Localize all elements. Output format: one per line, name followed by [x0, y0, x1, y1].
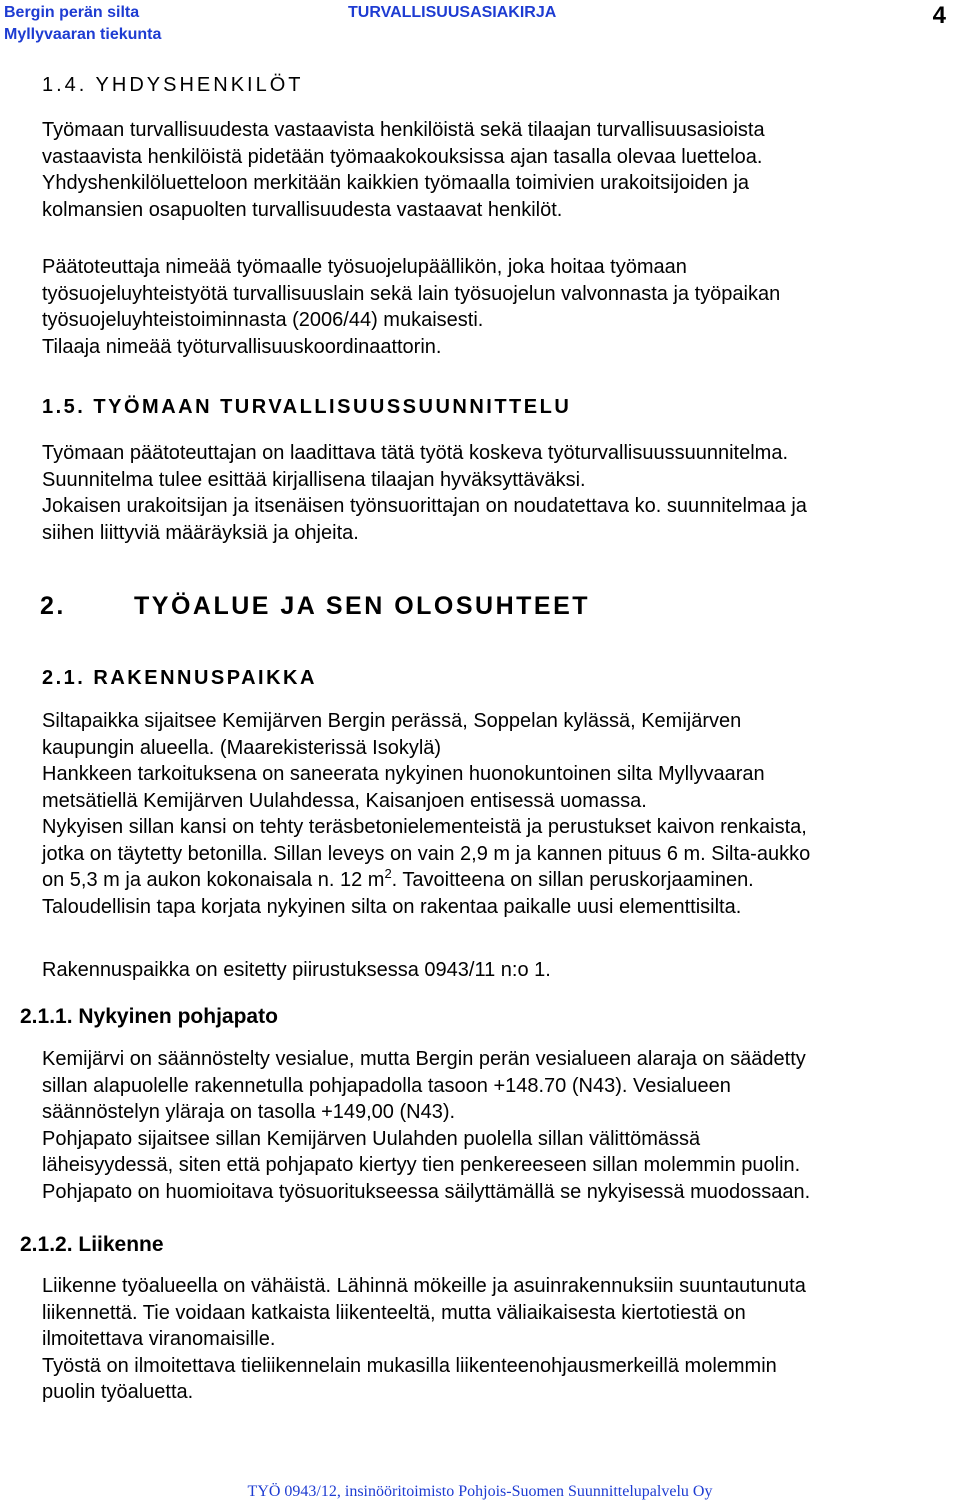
text-line: Tilaaja nimeää työturvallisuuskoordinaattorin. — [42, 335, 442, 358]
text-line: Nykyisen sillan kansi on tehty teräsbetonielementeistä ja perustukset kaivon renkaista, — [42, 816, 807, 838]
text-line: läheisyydessä, siten että pohjapato kiertyy tien penkereeseen sillan molemmin puolin. — [42, 1154, 801, 1176]
text-line: siihen liittyviä määräyksiä ja ohjeita. — [42, 521, 359, 544]
text-line: ilmoitettava viranomaisille. — [42, 1328, 276, 1350]
text-line: sillan alapuolelle rakennetulla pohjapadolla tasoon +148.70 (N43). Vesialueen — [42, 1074, 731, 1097]
chapter-number: 2. — [40, 592, 66, 620]
text-line: Kemijärvi on säännöstelty vesialue, mutta Bergin perän vesialueen alaraja on säädetty — [42, 1048, 806, 1070]
text-line: työsuojeluyhteistyötä turvallisuuslain sekä lain työsuojelun valvonnasta ja työpaikan — [42, 282, 781, 305]
drawing-reference: Rakennuspaikka on esitetty piirustuksessa 0943/11 n:o 1. — [42, 959, 551, 981]
text-line: puolin työaluetta. — [42, 1381, 194, 1403]
header-client-name: Myllyvaaran tiekunta — [4, 26, 162, 43]
chapter-heading-2 — [40, 591, 590, 621]
text-line: Yhdyshenkilöluetteloon merkitään kaikkien työmaalla toimivien urakoitsijoiden ja — [42, 172, 750, 194]
text-line: liikennettä. Tie voidaan katkaista liikenteeltä, mutta väliaikaisesta kiertotiestä on — [42, 1301, 746, 1324]
section-heading-2-1: 2.1. RAKENNUSPAIKKA — [42, 667, 317, 689]
text-line: Suunnitelma tulee esittää kirjallisena tilaajan hyväksyttäväksi. — [42, 468, 586, 491]
text-line: Taloudellisin tapa korjata nykyinen silta on rakentaa paikalle uusi elementtisilta. — [42, 895, 742, 918]
chapter-title: TYÖALUE JA SEN OLOSUHTEET — [134, 592, 591, 620]
text-line: Työmaan päätoteuttajan on laadittava tätä työtä koskeva työturvallisuussuunnitelma. — [42, 442, 789, 464]
text-line: jotka on täytetty betonilla. Sillan leveys on vain 2,9 m ja kannen pituus 6 m. Silta-aukko — [42, 842, 811, 865]
section-2-1-paragraph — [42, 708, 810, 920]
section-2-1-1-paragraph — [42, 1046, 810, 1205]
text-line: säännöstelyn yläraja on tasolla +149,00 (N43). — [42, 1101, 456, 1123]
section-1-4-paragraph-1 — [42, 117, 765, 223]
text-span: on 5,3 m ja aukon kokonaisala n. 12 m — [42, 869, 385, 891]
text-line: Työmaan turvallisuudesta vastaavista henkilöistä sekä tilaajan turvallisuusasioista — [42, 119, 765, 141]
text-line: vastaavista henkilöistä pidetään työmaakokouksissa ajan tasalla olevaa luetteloa. — [42, 145, 763, 168]
section-heading-2-1-1: 2.1.1. Nykyinen pohjapato — [20, 1005, 278, 1028]
section-1-4-paragraph-2 — [42, 254, 780, 360]
section-heading-1-4: 1.4. YHDYSHENKILÖT — [42, 74, 304, 96]
header-document-type: TURVALLISUUSASIAKIRJA — [348, 4, 557, 21]
text-line: kaupungin alueella. (Maarekisterissä Isokylä) — [42, 736, 442, 759]
text-line: Jokaisen urakoitsijan ja itsenäisen työnsuorittajan on noudatettava ko. suunnitelmaa ja — [42, 495, 807, 517]
page-footer: TYÖ 0943/12, insinööritoimisto Pohjois-Suomen Suunnittelupalvelu Oy — [247, 1483, 713, 1500]
header-project-name: Bergin perän silta — [4, 4, 140, 21]
text-line — [42, 867, 810, 894]
text-line: työsuojeluyhteistoiminnasta (2006/44) mukaisesti. — [42, 309, 484, 331]
section-heading-2-1-2: 2.1.2. Liikenne — [20, 1233, 164, 1256]
superscript: 2 — [384, 866, 392, 881]
text-span: . Tavoitteena on sillan peruskorjaaminen. — [391, 869, 754, 891]
page-number: 4 — [932, 2, 946, 29]
text-line: Hankkeen tarkoituksena on saneerata nykyinen huonokuntoinen silta Myllyvaaran — [42, 763, 765, 785]
text-line: metsätiellä Kemijärven Uulahdessa, Kaisanjoen entisessä uomassa. — [42, 789, 647, 812]
text-line: Siltapaikka sijaitsee Kemijärven Bergin perässä, Soppelan kylässä, Kemijärven — [42, 710, 742, 732]
text-line: Pohjapato on huomioitava työsuoritukseessa säilyttämällä se nykyisessä muodossaan. — [42, 1180, 811, 1203]
text-line: Liikenne työalueella on vähäistä. Lähinnä mökeille ja asuinrakennuksiin suuntautunuta — [42, 1275, 806, 1297]
section-heading-1-5: 1.5. TYÖMAAN TURVALLISUUSSUUNNITTELU — [42, 396, 572, 418]
text-line: kolmansien osapuolten turvallisuudesta vastaavat henkilöt. — [42, 198, 563, 221]
section-1-5-paragraph — [42, 440, 807, 546]
text-line: Pohjapato sijaitsee sillan Kemijärven Uulahden puolella sillan välittömässä — [42, 1127, 701, 1150]
text-line: Työstä on ilmoitettava tieliikennelain mukasilla liikenteenohjausmerkeillä molemmin — [42, 1354, 777, 1377]
text-line: Päätoteuttaja nimeää työmaalle työsuojelupäällikön, joka hoitaa työmaan — [42, 256, 687, 278]
section-2-1-2-paragraph — [42, 1273, 806, 1406]
